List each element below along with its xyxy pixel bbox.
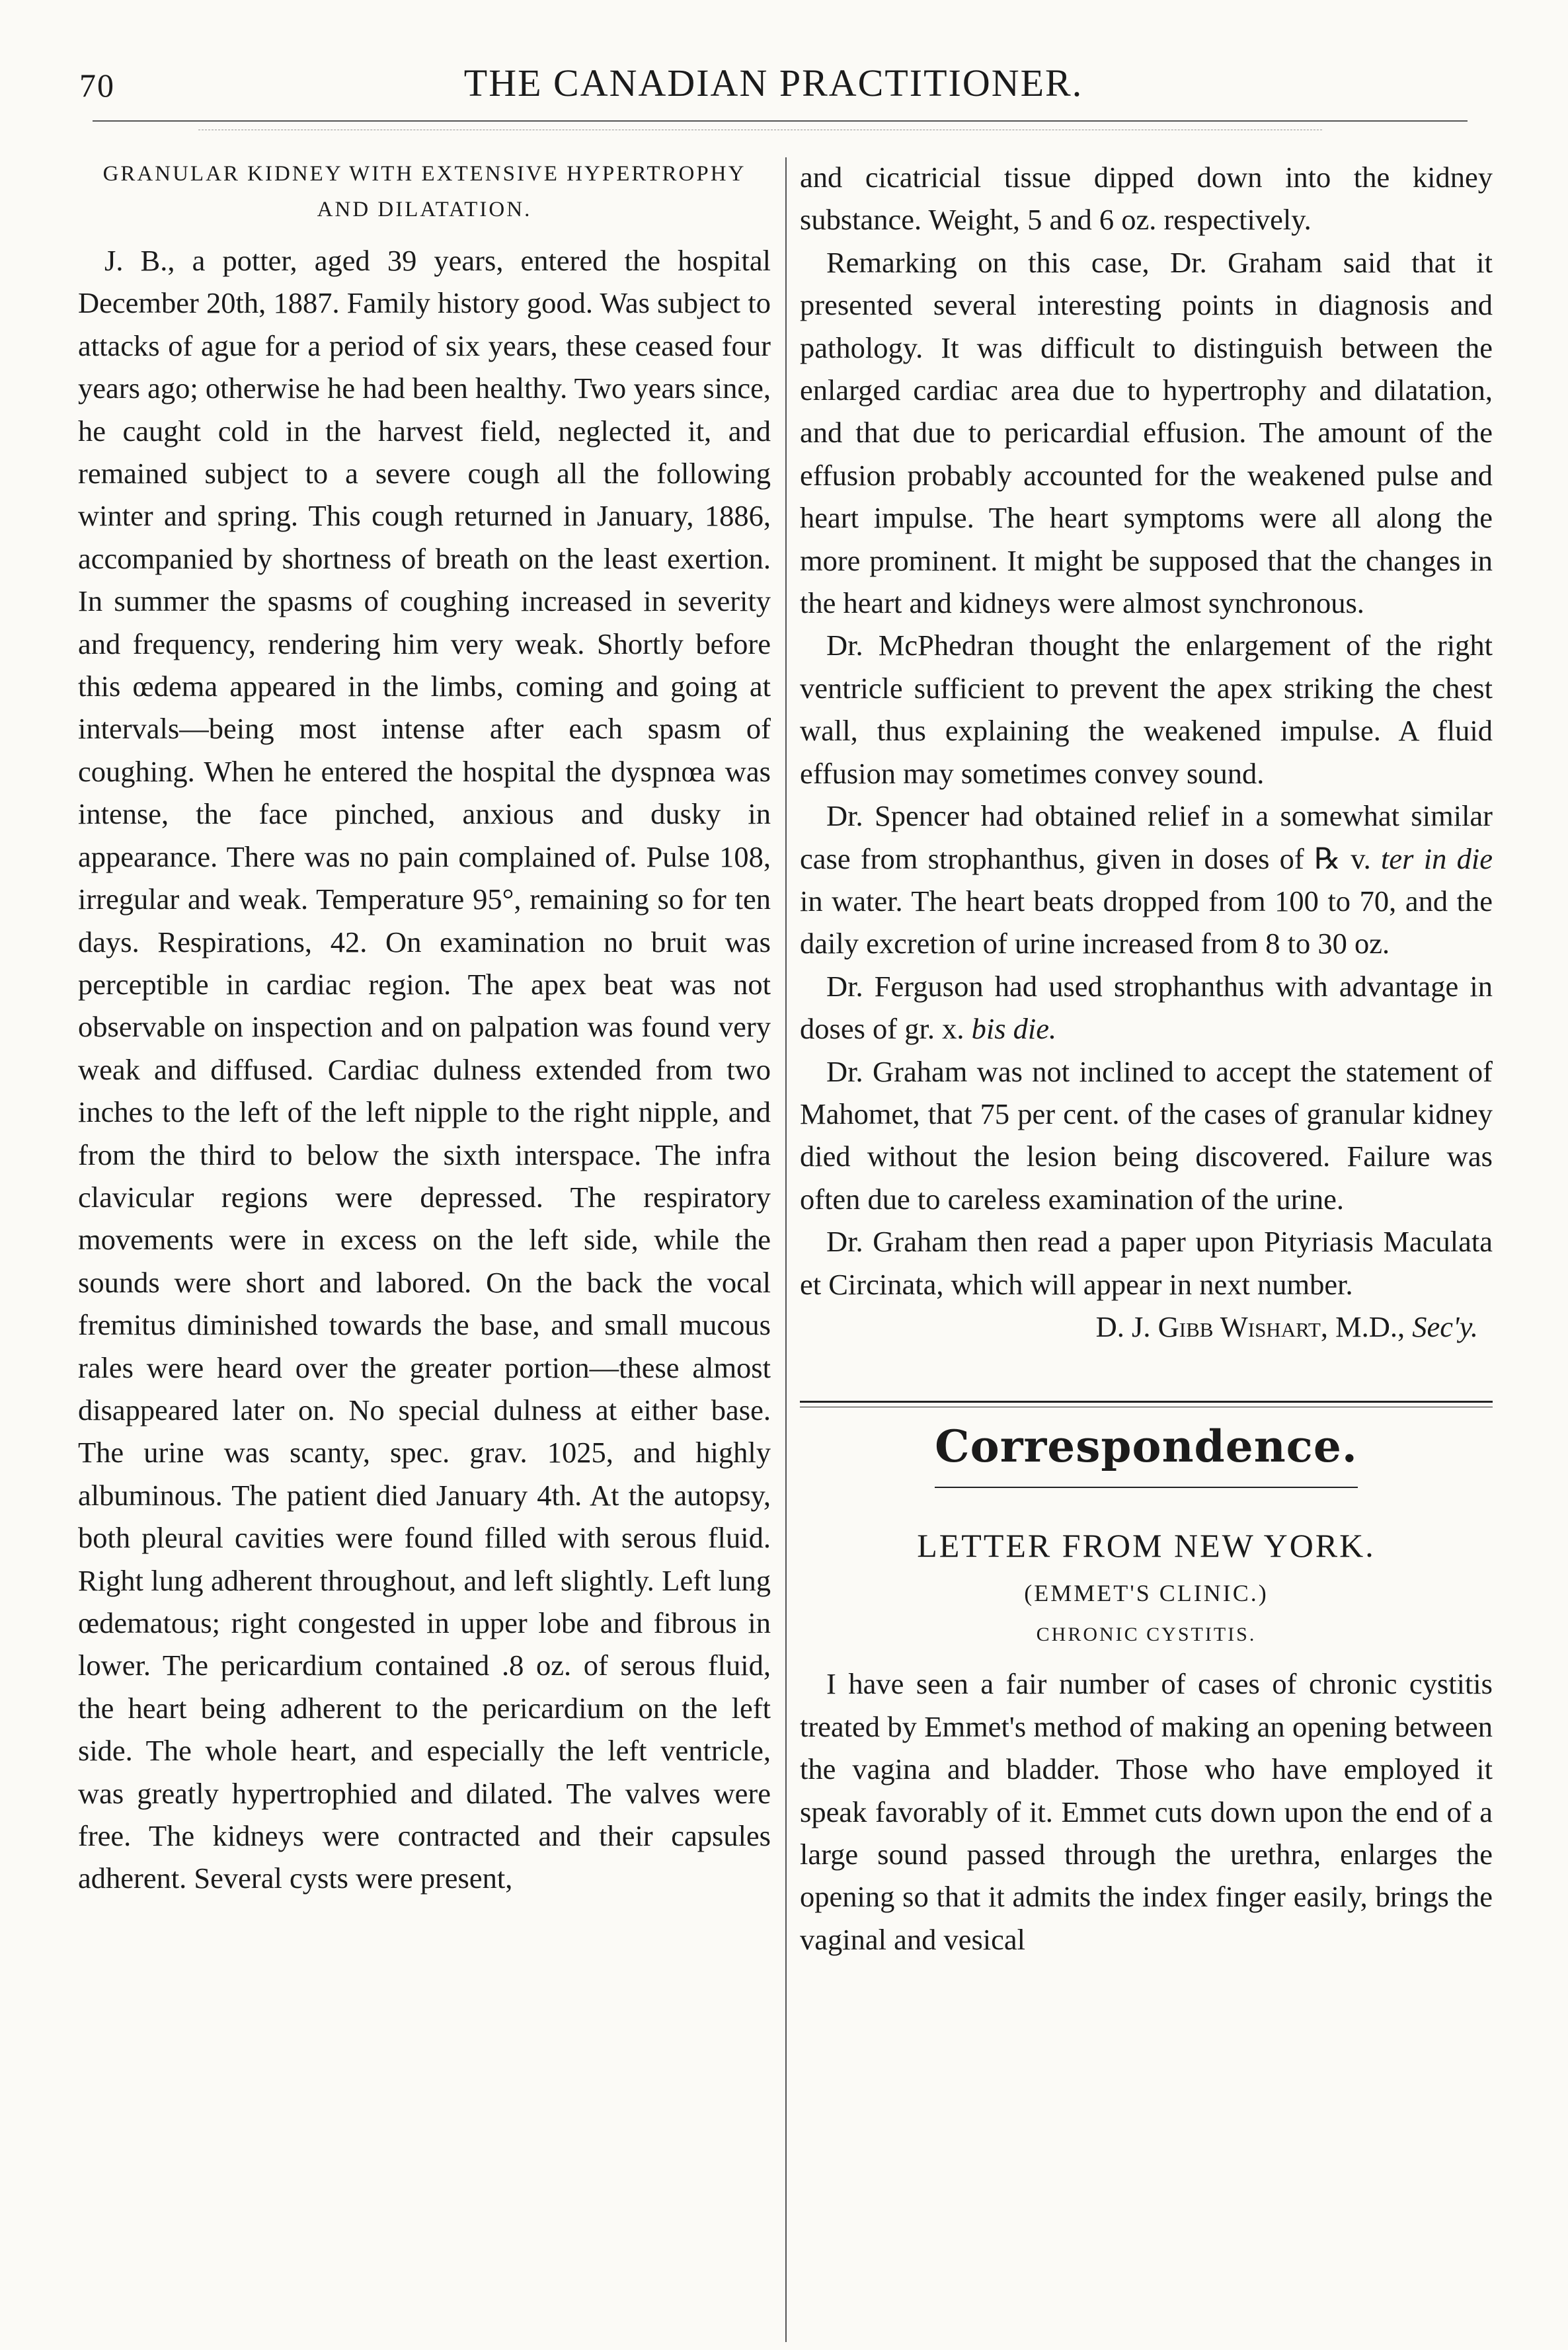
article-heading: GRANULAR KIDNEY WITH EXTENSIVE HYPERTROPHY AND DILATATION.: [102, 162, 746, 221]
secretary-signature: [800, 1306, 1493, 1348]
correspondence-rule-bottom: [935, 1487, 1358, 1488]
spencer-paragraph: [800, 795, 1493, 965]
signature-title: Sec'y.: [1412, 1310, 1478, 1343]
spencer-text-3: in water. The heart beats dropped from 100 to 70, and the daily excretion of urine increased from 8 to 30 oz.: [800, 884, 1493, 960]
letter-title: LETTER FROM NEW YORK.: [917, 1527, 1376, 1565]
right-column: [800, 156, 1493, 1961]
cystitis-paragraph: I have seen a fair number of cases of chronic cystitis treated by Emmet's method of making an opening between the vagina and bladder. Those who have employed it speak favorably of it. Emmet cuts down upon the end of a large sound passed through the urethra, enlarges the opening so that it admits the index finger easily, brings the vaginal and vesical: [800, 1667, 1493, 1956]
minim-symbol: ℞: [1314, 842, 1341, 875]
ferguson-text: Dr. Ferguson had used strophanthus with advantage in doses of gr. x.: [800, 969, 1493, 1046]
header-rule: [93, 120, 1468, 122]
graham-remarks-paragraph: Remarking on this case, Dr. Graham said that it presented several interesting points in diagnosis and pathology. It was difficult to distinguish between the enlarged cardiac area due to hypertrophy and dilatation, and that due to pericardial effusion. The amount of the effusion probably accounted for the weakened pulse and heart impulse. The heart symptoms were all along the more prominent. It might be supposed that the changes in the heart and kidneys were almost synchronous.: [800, 245, 1493, 620]
column-divider: [785, 157, 787, 2342]
ferguson-paragraph: [800, 965, 1493, 1050]
ferguson-dose-italic: bis die.: [971, 1012, 1057, 1046]
clinic-subtitle: (EMMET'S CLINIC.): [1024, 1580, 1269, 1607]
graham-paper-paragraph: Dr. Graham then read a paper upon Pityriasis Maculata et Circinata, which will appear in next number.: [800, 1225, 1493, 1301]
continued-paragraph: and cicatricial tissue dipped down into the kidney substance. Weight, 5 and 6 oz. respectively.: [800, 161, 1493, 237]
correspondence-heading: Correspondence.: [935, 1421, 1358, 1473]
page-header: [79, 61, 1468, 114]
correspondence-rule-top: [800, 1401, 1493, 1403]
mcphedran-paragraph: Dr. McPhedran thought the enlargement of the right ventricle sufficient to prevent the apex striking the chest wall, thus explaining the weakened impulse. A fluid effusion may sometimes convey sound.: [800, 629, 1493, 790]
left-column: [78, 156, 771, 1900]
case-report-paragraph: J. B., a potter, aged 39 years, entered the hospital December 20th, 1887. Family history good. Was subject to attacks of ague for a period of six years, these ceased four years ago; otherwise he had been healthy. Two years since, he caught cold in the harvest field, neglected it, and remained subject to a severe cough all the following winter and spring. This cough returned in January, 1886, accompanied by shortness of breath on the least exertion. In summer the spasms of coughing increased in severity and frequency, rendering him very weak. Shortly before this œdema appeared in the limbs, coming and going at intervals—being most intense after each spasm of coughing. When he entered the hospital the dyspnœa was intense, the face pinched, anxious and dusky in appearance. There was no pain complained of. Pulse 108, irregular and weak. Temperature 95°, remaining so for ten days. Respirations, 42. On examination no bruit was perceptible in cardiac region. The apex beat was not observable on inspection and on palpation was found very weak and diffused. Cardiac dulness extended from two inches to the left of the left nipple to the right nipple, and from the third to below the sixth interspace. The infra clavicular regions were depressed. The respiratory movements were in excess on the left side, while the sounds were short and labored. On the back the vocal fremitus diminished towards the base, and small mucous rales were heard over the greater portion—these almost disappeared later on. No special dulness at either base. The urine was scanty, spec. grav. 1025, and highly albuminous. The patient died January 4th. At the autopsy, both pleural cavities were found filled with serous fluid. Right lung adherent throughout, and left slightly. Left lung œdematous; right congested in upper lobe and fibrous in lower. The pericardium contained .8 oz. of serous fluid, the heart being adherent to the pericardium on the left side. The whole heart, and especially the left ventricle, was greatly hypertrophied and dilated. The valves were free. The kidneys were contracted and their capsules adherent. Several cysts were present,: [78, 244, 771, 1895]
spencer-dose-italic: ter in die: [1381, 842, 1493, 875]
signature-name: D. J. Gibb Wishart, M.D.,: [1095, 1310, 1413, 1343]
running-title: THE CANADIAN PRACTITIONER.: [463, 61, 1083, 104]
spencer-text-1: Dr. Spencer had obtained relief in a somewhat similar case from strophanthus, given in doses of: [800, 799, 1493, 875]
graham-mahomet-paragraph: Dr. Graham was not inclined to accept the statement of Mahomet, that 75 per cent. of the cases of granular kidney died without the lesion being discovered. Failure was often due to careless examination of the urine.: [800, 1054, 1493, 1216]
page-number: 70: [79, 67, 115, 104]
subject-subtitle: CHRONIC CYSTITIS.: [1036, 1624, 1257, 1646]
spencer-text-2: v.: [1340, 842, 1382, 875]
